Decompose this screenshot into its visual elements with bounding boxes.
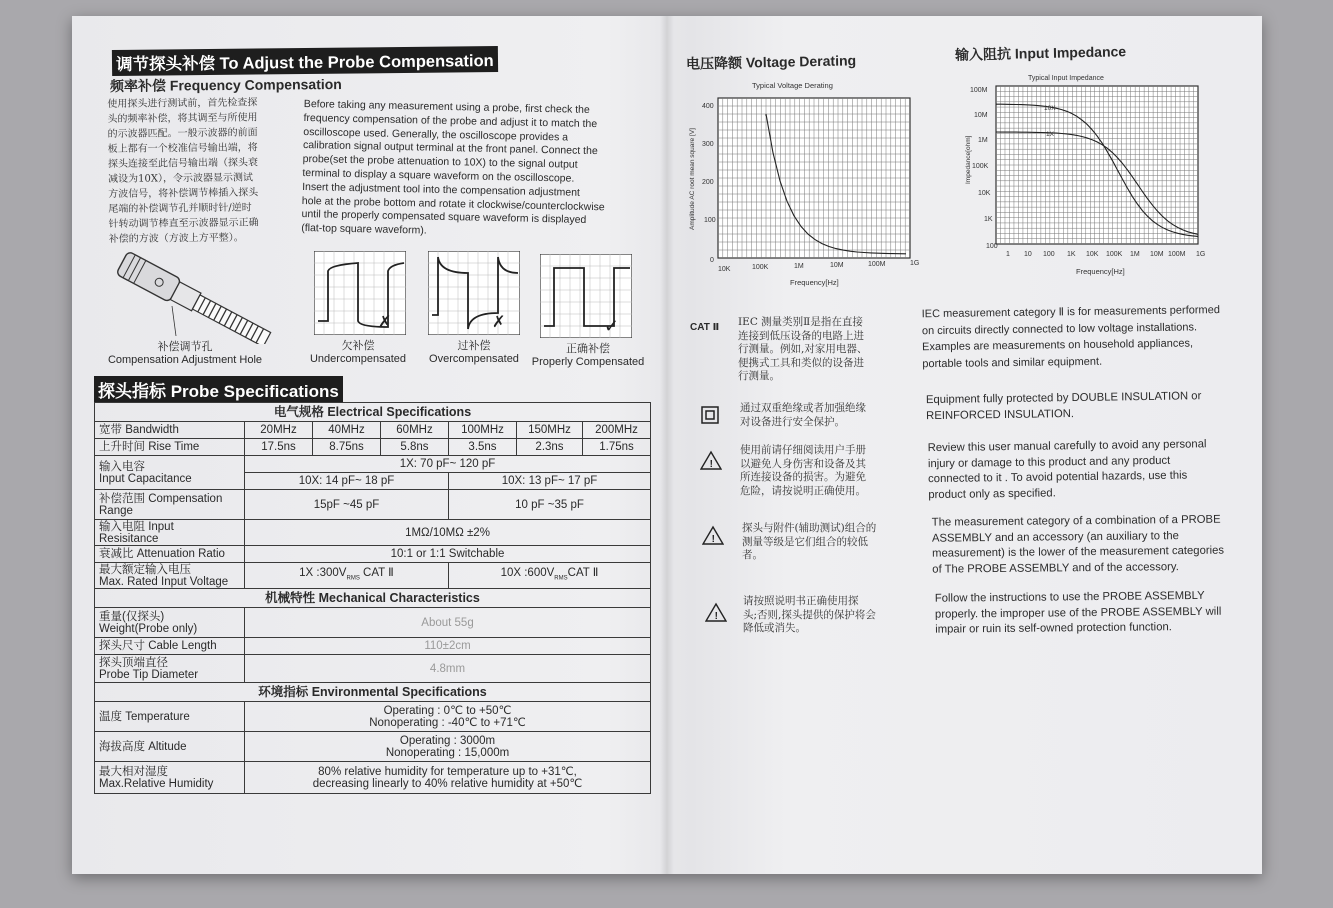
cat-rating: CAT Ⅱ [363,566,394,579]
cat-ii-text-chinese: IEC 测量类别Ⅱ是指在直接 连接到低压设备的电路上进 行测量。例如,对家用电器、 便携式工具和类似的设备进 行测量。 [738,316,868,382]
humidity-values [245,762,651,794]
input-impedance-title: 输入阻抗 Input Impedance [954,43,1127,63]
impedance-y-label: Impedance[ohm] [965,135,972,184]
weight-value: About 55g [245,608,651,638]
altitude-nonoperating: Nonoperating : 15,000m [385,746,510,759]
bandwidth-value: 100MHz [449,422,517,439]
humidity-label: 最大相对湿度 Max.Relative Humidity [95,762,245,794]
undercompensated-label: 欠补偿 Undercompensated [309,340,406,365]
x-tick: 100M [868,261,886,268]
cable-length-row [95,638,651,655]
probe-tip-value: 4.8mm [245,655,651,683]
x-tick: 100M [1168,251,1186,258]
x-tick: 1 [1006,251,1010,258]
impedance-chart-subtitle: Typical Input Impedance [1028,75,1104,82]
altitude-label: 海拔高度 Altitude [95,732,245,762]
warning-icon [702,525,724,547]
input-resistance-label: 输入电阻 Input Resisitance [95,520,245,546]
altitude-operating: Operating : 3000m [399,734,496,747]
humidity-row [95,762,651,794]
y-tick: 1K [984,216,993,223]
temperature-operating: Operating : 0℃ to +50℃ [383,704,512,717]
y-tick: 0 [710,257,714,264]
attenuation-value: 10:1 or 1:1 Switchable [245,546,651,563]
attenuation-row [95,546,651,563]
compensation-range-a: 15pF ~45 pF [245,490,449,520]
properly-compensated-label: 正确补偿 Properly Compensated [531,343,645,368]
x-tick: 10M [830,262,844,269]
proper-use-warning-chinese: 请按照说明书正确使用探 头;否则,探头提供的保护将会 降低或消失。 [743,595,876,634]
bandwidth-value: 60MHz [381,422,449,439]
user-manual-warning-english: Review this user manual carefully to avoid any personal injury or damage to this product and any product connected to it . To avoid potential hazards, use this product only as specified. [927,438,1207,501]
bandwidth-label: 宽带 Bandwidth [95,422,245,439]
rise-time-label: 上升时间 Rise Time [95,439,245,456]
altitude-row [95,732,651,762]
attenuation-label: 衰减比 Attenuation Ratio [95,546,245,563]
cat-ii-text-english: IEC measurement category Ⅱ is for measurements performed on circuits directly connected to low voltage installations. Examples are measurements on household appliances, portable tools and similar equipment. [921,304,1220,370]
y-tick: 400 [702,103,714,110]
x-tick: 100K [1106,251,1123,258]
max-voltage-label: 最大额定输入电压 Max. Rated Input Voltage [95,563,245,589]
temperature-nonoperating: Nonoperating : -40℃ to +71℃ [369,716,526,729]
temperature-values [245,702,651,732]
rise-time-row [95,439,651,456]
page-fold [660,16,674,874]
rise-time-value: 2.3ns [517,439,583,456]
environmental-heading-row [95,683,651,702]
probe-illustration [110,244,290,344]
curve-label-1x: 1X [1046,131,1054,138]
cable-length-label: 探头尺寸 Cable Length [95,638,245,655]
derating-y-label: Amplitude AC root mean square [V] [689,128,696,230]
compensation-range-b: 10 pF ~35 pF [449,490,651,520]
derating-x-ticks [718,260,919,273]
rise-time-value: 5.8ns [381,439,449,456]
temperature-label: 温度 Temperature [95,702,245,732]
measurement-category-warning-english: The measurement category of a combination of a PROBE ASSEMBLY and an accessory (an auxiliary to the measurement) is the lower of the measurement categories of The PROBE ASSEMBLY and of the accessory. [931,513,1225,576]
impedance-x-label: Frequency[Hz] [1076,267,1125,276]
bandwidth-value: 150MHz [517,422,583,439]
svg-text:!: ! [711,534,715,545]
probe-spec-table [94,402,651,794]
frequency-compensation-heading: 频率补偿 Frequency Compensation [109,75,342,95]
curve-label-10x: 10X [1044,105,1056,112]
humidity-line-1: 80% relative humidity for temperature up to +31℃, [318,765,577,778]
compensation-range-label: 补偿范围 Compensation Range [95,490,245,520]
voltage-derating-chart [682,76,932,290]
environmental-heading: 环境指标 Environmental Specifications [95,683,651,702]
warning-icon [700,450,722,472]
insulation-text-english: Equipment fully protected by DOUBLE INSULATION or REINFORCED INSULATION. [925,390,1202,422]
rms-subscript: RMS [346,575,360,582]
altitude-values [245,732,651,762]
max-voltage-10x [449,563,651,589]
compensation-text-chinese: 使用探头进行测试前，首先检查探 头的频率补偿，将其调至与所使用 的示波器匹配。一般示波器的前面 板上都有一个校准信号输出端，将 探头连接至此信号输出端（探头衰 减设为10X），令示波器显示测试 方波信号，将补偿调节棒插入探头 尾端的补偿调节孔并顺时针/逆时 针转动调节棒直至示波器显示正确 补偿的方波（方波上方平整）。 [107,97,259,245]
input-resistance-value: 1MΩ/10MΩ ±2% [245,520,651,546]
temperature-row [95,702,651,732]
x-tick: 1G [910,260,920,267]
input-impedance-chart [950,68,1220,282]
bandwidth-value: 200MHz [583,422,651,439]
capacitance-10x-b: 10X: 13 pF~ 17 pF [449,473,651,490]
adjust-compensation-banner: 调节探头补偿 To Adjust the Probe Compensation [112,46,498,76]
max-voltage-row [95,563,651,589]
compensation-range-row [95,490,651,520]
user-manual-warning-chinese: 使用前请仔细阅读用户手册 以避免人身伤害和设备及其 所连接设备的损害。为避免 危险，请按说明正确使用。 [740,444,866,497]
x-tick: 10 [1024,251,1032,258]
voltage-derating-title: 电压降额 Voltage Derating [685,52,857,72]
electrical-heading-row [95,403,651,422]
cat-ii-label: CAT Ⅱ [690,322,720,333]
y-tick: 10K [978,190,991,197]
y-tick: 300 [702,141,714,148]
compensation-text-english: Before taking any measurement using a probe, first check the frequency compensation of the probe and adjust it to match the oscilloscope used. Generally, the oscilloscope provides a calibration signal output terminal at the front panel. Connect the probe(set the probe attenuation to 10X) to the signal output terminal to display a square waveform on the oscilloscope. Insert the adjustment tool into the compensation adjustment hole at the probe bottom and rotate it clockwise/counterclockwise until the properly compensated square waveform is displayed (flat-top square waveform). [301,98,605,237]
y-tick: 100 [704,217,716,224]
electrical-heading: 电气规格 Electrical Specifications [95,403,651,422]
svg-text:✗: ✗ [378,314,392,331]
capacitance-10x-a: 10X: 14 pF~ 18 pF [245,473,449,490]
overcompensated-waveform [428,251,520,335]
humidity-line-2: decreasing linearly to 40% relative humidity at +50℃ [312,777,583,790]
x-tick: 100 [1043,251,1055,258]
y-tick: 200 [702,179,714,186]
input-capacitance-label: 输入电容 Input Capacitance [95,456,245,490]
input-capacitance-row [95,456,651,473]
derating-x-label: Frequency[Hz] [790,278,839,287]
probe-specifications-banner: 探头指标 Probe Specifications [94,376,343,403]
x-tick: 10M [1150,251,1164,258]
proper-use-warning-english: Follow the instructions to use the PROBE ASSEMBLY properly. the improper use of the PROBE ASSEMBLY will impair or ruin its self-owned protection function. [934,589,1222,636]
insulation-text-chinese: 通过双重绝缘或者加强绝缘 对设备进行安全保护。 [740,402,866,428]
svg-text:!: ! [714,611,718,622]
mechanical-heading: 机械特性 Mechanical Characteristics [95,589,651,608]
x-tick: 100K [752,264,769,271]
cable-length-value: 110±2cm [245,638,651,655]
measurement-category-warning-chinese: 探头与附件(辅助测试)组合的 测量等级是它们组合的较低 者。 [742,522,877,561]
probe-tip-label: 探头顶端直径 Probe Tip Diameter [95,655,245,683]
bandwidth-row [95,422,651,439]
bandwidth-value: 40MHz [313,422,381,439]
bandwidth-value: 20MHz [245,422,313,439]
y-tick: 10M [974,112,988,119]
max-voltage-10x-value: 10X :600V [500,566,555,579]
rise-time-value: 3.5ns [449,439,517,456]
compensation-hole-label: 补偿调节孔 Compensation Adjustment Hole [107,341,263,366]
svg-text:✓: ✓ [604,316,620,336]
svg-text:✗: ✗ [492,314,506,331]
derating-chart-subtitle: Typical Voltage Derating [752,81,833,90]
max-voltage-1x-value: 1X :300V [299,566,347,579]
y-tick: 100K [972,163,989,170]
weight-label: 重量(仅探头) Weight(Probe only) [95,608,245,638]
rise-time-value: 8.75ns [313,439,381,456]
cat-rating: CAT Ⅱ [567,566,599,579]
y-tick: 100 [986,243,998,250]
overcompensated-label: 过补偿 Overcompensated [429,340,519,365]
x-tick: 1M [794,263,804,270]
impedance-y-ticks [970,87,998,250]
rise-time-value: 1.75ns [583,439,651,456]
warning-icon [705,602,727,624]
properly-compensated-waveform [540,254,632,338]
derating-y-ticks [702,103,716,264]
undercompensated-waveform [314,251,406,335]
y-tick: 100M [970,87,988,94]
input-resistance-row [95,520,651,546]
svg-text:!: ! [709,459,713,470]
weight-row [95,608,651,638]
capacitance-1x: 1X: 70 pF~ 120 pF [245,456,651,473]
mechanical-heading-row [95,589,651,608]
rise-time-value: 17.5ns [245,439,313,456]
y-tick: 1M [978,137,988,144]
x-tick: 10K [1086,251,1099,258]
probe-tip-row [95,655,651,683]
double-insulation-icon [700,405,722,427]
max-voltage-1x [245,563,449,589]
derating-grid [718,98,910,258]
x-tick: 1G [1196,251,1206,258]
x-tick: 1K [1067,251,1076,258]
x-tick: 10K [718,266,731,273]
impedance-x-ticks [1006,251,1205,258]
x-tick: 1M [1130,251,1140,258]
rms-subscript: RMS [554,575,568,582]
